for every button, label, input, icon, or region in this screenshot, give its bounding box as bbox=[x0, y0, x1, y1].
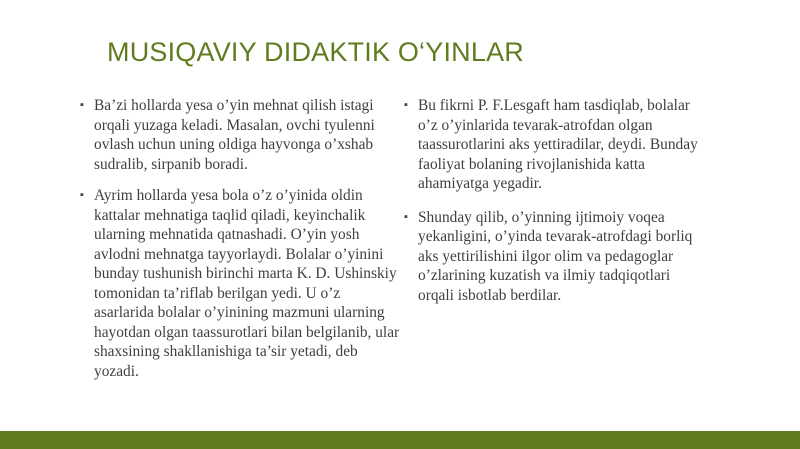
bullet-item bbox=[404, 96, 704, 194]
bullet-text: Ayrim hollarda yesa bola o’z o’yinida oldin kattalar mehnatiga taqlid qiladi, keyinchalik ularning mehnatida qatnashadi. O’yin yosh avlodni mehnatga tayyorlaydi. Bolalar o’yinini bunday tushunish birinchi marta K. D. Ushinskiy tomonidan ta’riflab berilgan yedi. U o’z asarlarida bolalar o’yinining mazmuni ularning hayotdan olgan taassurotlari bilan belgilanib, ular shaxsining shakllanishiga ta’sir yetadi, deb yozadi. bbox=[94, 187, 400, 380]
bullet-text: Bu fikrni P. F.Lesgaft ham tasdiqlab, bolalar o’z o’yinlarida tevarak-atrofdan olgan taassurotlarini aks yettiradilar, deydi. Bunday faoliyat bolaning rivojlanishida katta ahamiyatga yegadir. bbox=[418, 97, 698, 192]
square-bullet-icon: ▪ bbox=[404, 210, 408, 223]
bullet-text: Shunday qilib, o’yinning ijtimoiy voqea yekanligini, o’yinda tevarak-atrofdagi borliq aks yettirilishini ilgor olim va pedagoglar o’zlarining kuzatish va ilmiy tadqiqotlari orqali isbotlab berdilar. bbox=[418, 208, 693, 304]
bullet-item bbox=[80, 186, 400, 381]
right-column bbox=[404, 96, 704, 305]
bullet-item bbox=[80, 96, 400, 174]
bullet-item bbox=[404, 208, 704, 306]
square-bullet-icon: ▪ bbox=[404, 99, 408, 111]
square-bullet-icon: ▪ bbox=[80, 99, 84, 111]
footer-accent-bar bbox=[0, 431, 800, 449]
square-bullet-icon: ▪ bbox=[80, 189, 84, 201]
slide-title: MUSIQAVIY DIDAKTIK O‘YINLAR bbox=[107, 37, 524, 67]
left-column bbox=[80, 96, 400, 381]
bullet-text: Ba’zi hollarda yesa o’yin mehnat qilish istagi orqali yuzaga keladi. Masalan, ovchi tyulenni ovlash uchun uning oldiga hayvonga o’xshab sudralib, sirpanib boradi. bbox=[94, 97, 375, 173]
